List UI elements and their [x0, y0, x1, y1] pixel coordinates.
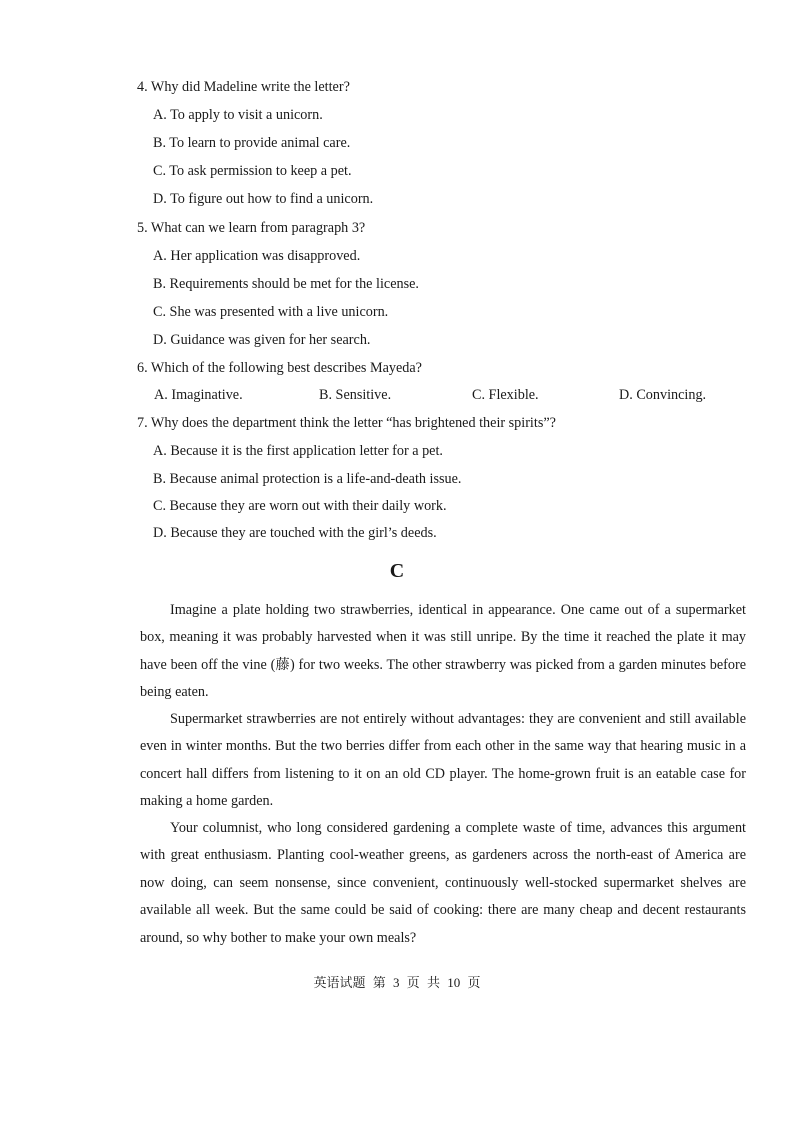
section-c-heading: C: [389, 560, 405, 582]
question-4-option-b: B. To learn to provide animal care.: [153, 135, 351, 151]
question-7-option-a: A. Because it is the first application letter for a pet.: [153, 443, 443, 459]
passage-paragraph-1: Imagine a plate holding two strawberries, identical in appearance. One came out of a supermarket box, meaning it was probably harvested when it was still unripe. By the time it reached the plate it may have been off the vine (藤) for two weeks. The other strawberry was picked from a garden minutes before being eaten.: [140, 602, 746, 701]
question-7-option-b: B. Because animal protection is a life-and-death issue.: [153, 471, 462, 487]
question-4-option-a: A. To apply to visit a unicorn.: [153, 107, 323, 123]
question-7-option-c: C. Because they are worn out with their daily work.: [153, 498, 447, 514]
question-5-option-b: B. Requirements should be met for the license.: [153, 276, 419, 292]
question-4-option-c: C. To ask permission to keep a pet.: [153, 163, 352, 179]
question-6-option-c: C. Flexible.: [472, 387, 539, 403]
question-5-option-a: A. Her application was disapproved.: [153, 248, 361, 264]
question-6-stem: 6. Which of the following best describes Mayeda?: [137, 360, 422, 376]
question-5-stem: 5. What can we learn from paragraph 3?: [137, 220, 366, 236]
question-7-stem: 7. Why does the department think the letter “has brightened their spirits”?: [137, 415, 556, 431]
question-6-option-b: B. Sensitive.: [319, 387, 392, 403]
passage-paragraph-3: Your columnist, who long considered gardening a complete waste of time, advances this argument with great enthusiasm. Planting cool-weather greens, as gardeners across the north-east of America are now doing, can seem nonsense, since convenient, continuously well-stocked supermarket shelves are available all week. But the same could be said of cooking: there are many cheap and decent restaurants around, so why bother to make your own meals?: [140, 820, 746, 946]
question-6-option-a: A. Imaginative.: [154, 387, 243, 403]
question-6-option-d: D. Convincing.: [619, 387, 707, 403]
question-4-option-d: D. To figure out how to find a unicorn.: [153, 191, 374, 207]
question-5-option-c: C. She was presented with a live unicorn.: [153, 304, 389, 320]
page-footer: 英语试题 第 3 页 共 10 页: [313, 975, 481, 990]
question-4-stem: 4. Why did Madeline write the letter?: [137, 79, 350, 95]
question-5-option-d: D. Guidance was given for her search.: [153, 332, 371, 348]
passage-paragraph-2: Supermarket strawberries are not entirely without advantages: they are convenient and still available even in winter months. But the two berries differ from each other in the same way that hearing music in a concert hall differs from listening to it on an old CD player. The home-grown fruit is an eatable case for making a home garden.: [140, 711, 746, 810]
question-7-option-d: D. Because they are touched with the girl’s deeds.: [153, 525, 437, 541]
